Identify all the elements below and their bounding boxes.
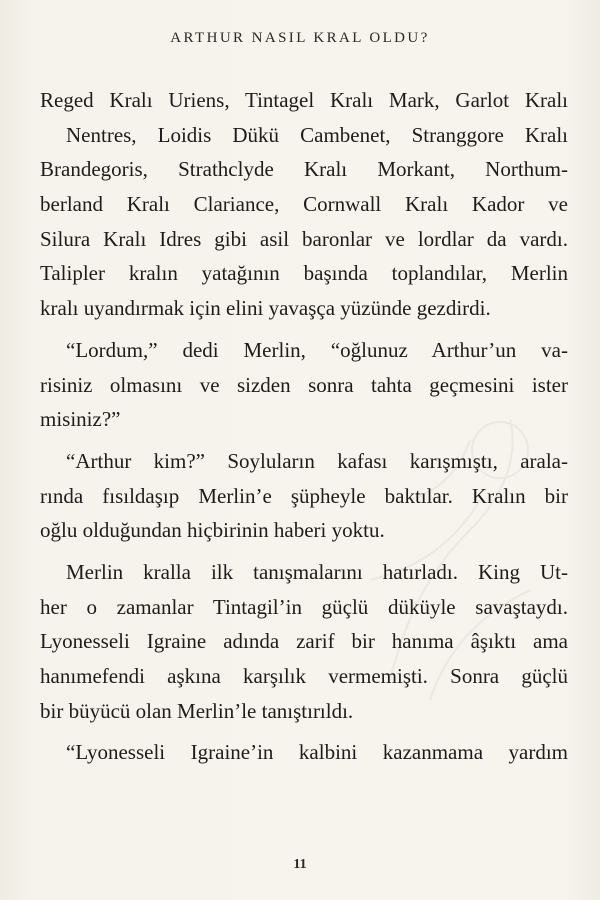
text-line: kralı uyandırmak için elini yavaşça yüzünde gezdirdi. (40, 296, 491, 321)
text-line: risiniz olmasını ve sizden sonra tahta geçmesini ister (40, 372, 568, 397)
text-line: Nentres, Loidis Dükü Cambenet, Stranggore Kralı (66, 122, 568, 147)
paragraph (40, 83, 568, 326)
text-line: berland Kralı Clariance, Cornwall Kralı Kador ve (40, 192, 568, 217)
text-line: rında fısıldaşıp Merlin’e şüpheyle baktılar. Kralın bir (40, 483, 568, 508)
paragraph-gap (40, 548, 568, 555)
text-line: misiniz?” (40, 407, 121, 432)
paragraph (40, 333, 568, 437)
text-line: Reged Kralı Uriens, Tintagel Kralı Mark, Garlot Kralı (40, 88, 568, 112)
text-line: Silura Kralı Idres gibi asil baronlar ve lordlar da vardı. (40, 226, 568, 251)
text-line: bir büyücü olan Merlin’le tanıştırıldı. (40, 698, 354, 723)
paragraph (40, 444, 568, 548)
text-line: hanımefendi aşkına karşılık vermemişti. Sonra güçlü (40, 664, 568, 688)
paragraph-gap (40, 326, 568, 333)
text-line: “Lordum,” dedi Merlin, “oğlunuz Arthur’un va- (66, 337, 568, 362)
text-line: oğlu olduğundan hiçbirinin haberi yoktu. (40, 518, 385, 543)
body-text (40, 83, 568, 770)
text-line: Brandegoris, Strathclyde Kralı Morkant, Northum- (40, 157, 568, 182)
text-line: “Arthur kim?” Soyluların kafası karışmıştı, arala- (66, 448, 568, 473)
paragraph (40, 555, 568, 728)
running-head-title: ARTHUR NASIL KRAL OLDU? (170, 30, 430, 46)
text-line: “Lyonesseli Igraine’in kalbini kazanmama yardım (66, 740, 568, 765)
paragraph-gap (40, 728, 568, 735)
text-line: Talipler kralın yatağının başında toplandılar, Merlin (40, 261, 568, 286)
text-line: her o zamanlar Tintagil’in güçlü düküyle savaştaydı. (40, 594, 568, 619)
paragraph (40, 735, 568, 770)
page-number: 11 (293, 857, 307, 872)
text-line: Merlin kralla ilk tanışmalarını hatırladı. King Ut- (66, 559, 568, 584)
paragraph-gap (40, 437, 568, 444)
text-line: Lyonesseli Igraine adında zarif bir hanıma âşıktı ama (40, 629, 568, 654)
